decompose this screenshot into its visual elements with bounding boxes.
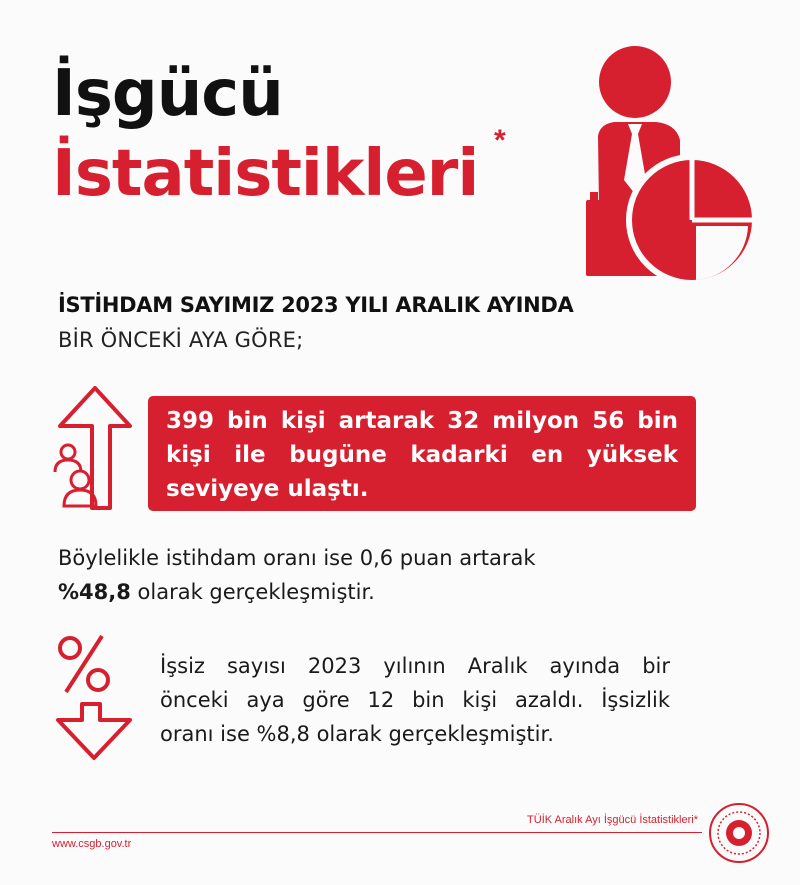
subheading-bold: İSTİHDAM SAYIMIZ 2023 YILI ARALIK AYINDA xyxy=(58,293,574,317)
unemployment-line: önceki aya göre 12 bin kişi azaldı. İşsizlik xyxy=(160,688,670,712)
unemployment-paragraph xyxy=(160,649,670,751)
employment-rate-paragraph xyxy=(58,541,678,609)
subheading-light: BİR ÖNCEKİ AYA GÖRE; xyxy=(58,328,304,352)
employment-rate-line xyxy=(58,575,678,609)
title-line-2: İstatistikleri xyxy=(52,137,479,211)
title-line-1: İşgücü xyxy=(52,57,283,131)
highlight-box xyxy=(148,396,696,511)
footer-url-link[interactable]: www.csgb.gov.tr xyxy=(52,838,132,850)
up-arrow-people-icon xyxy=(52,382,138,514)
footer-divider xyxy=(52,832,702,833)
employment-rate-value: %48,8 xyxy=(58,580,131,604)
highlight-line: kişi ile bugüne kadarki en yüksek xyxy=(166,442,678,468)
down-arrow-percent-icon xyxy=(52,628,138,764)
ministry-seal-icon xyxy=(708,802,770,864)
footer-source: TÜİK Aralık Ayı İşgücü İstatistikleri* xyxy=(527,814,698,826)
employment-rate-line: Böylelikle istihdam oranı ise 0,6 puan artarak xyxy=(58,546,536,570)
person-with-pie-chart-icon xyxy=(580,44,755,284)
employment-rate-suffix: olarak gerçekleşmiştir. xyxy=(130,580,375,604)
title-asterisk: * xyxy=(494,124,506,157)
highlight-line: seviyeye ulaştı. xyxy=(166,476,369,502)
unemployment-line: oranı ise %8,8 olarak gerçekleşmiştir. xyxy=(160,722,554,746)
unemployment-line: İşsiz sayısı 2023 yılının Aralık ayında bir xyxy=(160,654,670,678)
highlight-line: 399 bin kişi artarak 32 milyon 56 bin xyxy=(166,408,678,434)
